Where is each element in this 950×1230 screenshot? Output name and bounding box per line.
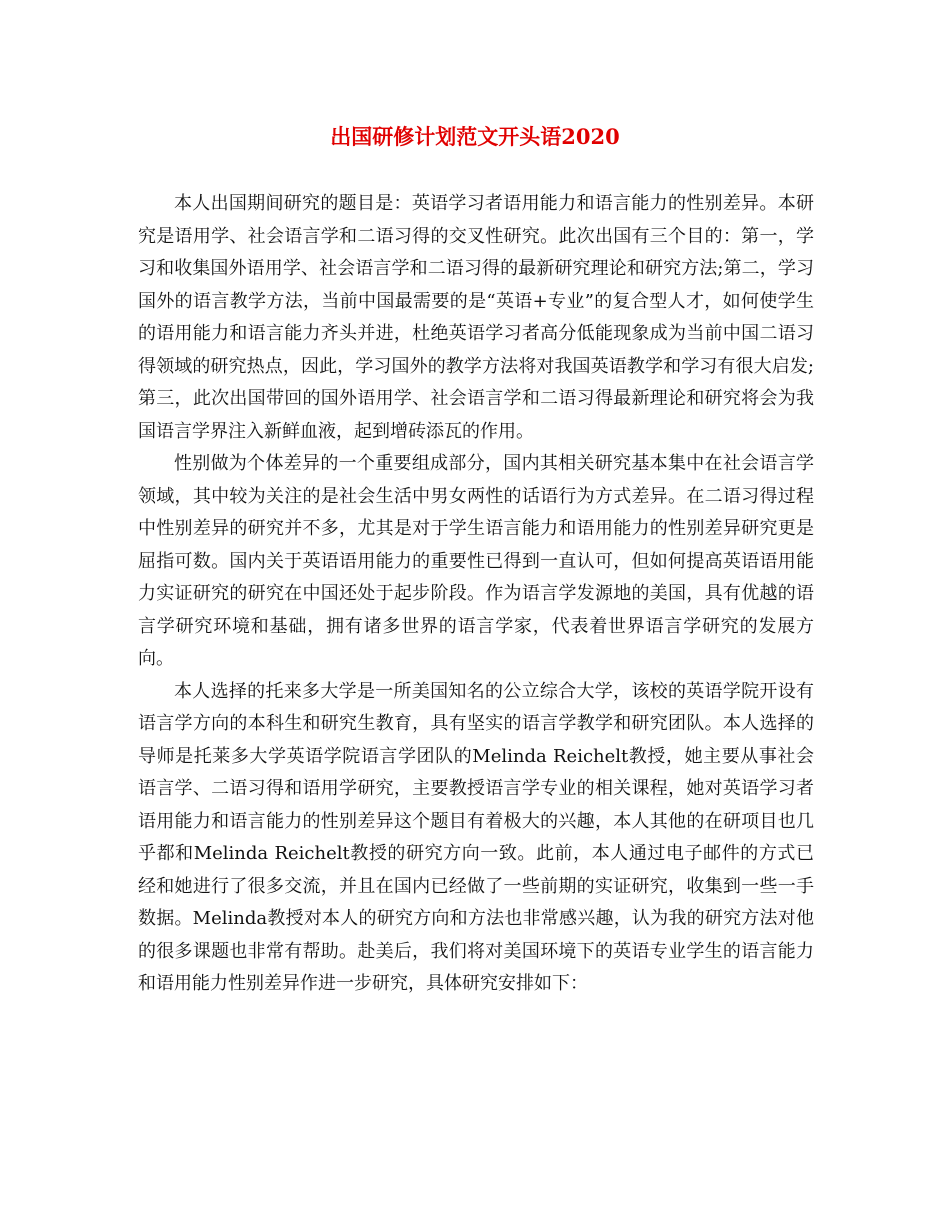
document-body — [138, 188, 814, 1001]
paragraph-gender-background: 性别做为个体差异的一个重要组成部分，国内其相关研究基本集中在社会语言学领域，其中较为关注的是社会生活中男女两性的话语行为方式差异。在二语习得过程中性别差异的研究并不多，尤其是对于学生语言能力和语用能力的性别差异研究更是屈指可数。国内关于英语语用能力的重要性已得到一直认可，但如何提高英语语用能力实证研究的研究在中国还处于起步阶段。作为语言学发源地的美国，具有优越的语言学研究环境和基础，拥有诸多世界的语言学家，代表着世界语言学研究的发展方向。 — [138, 453, 814, 669]
document-title: 出国研修计划范文开头语2020 — [330, 124, 620, 149]
paragraph-research-topic: 本人出国期间研究的题目是：英语学习者语用能力和语言能力的性别差异。本研究是语用学、社会语言学和二语习得的交叉性研究。此次出国有三个目的：第一，学习和收集国外语用学、社会语言学和二语习得的最新研究理论和研究方法;第二，学习国外的语言教学方法，当前中国最需要的是“英语+专业”的复合型人才，如何使学生的语用能力和语言能力齐头并进，杜绝英语学习者高分低能现象成为当前中国二语习得领域的研究热点，因此，学习国外的教学方法将对我国英语教学和学习有很大启发;第三，此次出国带回的国外语用学、社会语言学和二语习得最新理论和研究将会为我国语言学界注入新鲜血液，起到增砖添瓦的作用。 — [138, 193, 814, 442]
paragraph-university-supervisor: 本人选择的托来多大学是一所美国知名的公立综合大学，该校的英语学院开设有语言学方向的本科生和研究生教育，具有坚实的语言学教学和研究团队。本人选择的导师是托莱多大学英语学院语言学团队的Melinda Reichelt教授，她主要从事社会语言学、二语习得和语用学研究，主要教授语言学专业的相关课程，她对英语学习者语用能力和语言能力的性别差异这个题目有着极大的兴趣，本人其他的在研项目也几乎都和Melinda Reichelt教授的研究方向一致。此前，本人通过电子邮件的方式已经和她进行了很多交流，并且在国内已经做了一些前期的实证研究，收集到一些一手数据。Melinda教授对本人的研究方向和方法也非常感兴趣，认为我的研究方法对他的很多课题也非常有帮助。赴美后，我们将对美国环境下的英语专业学生的语言能力和语用能力性别差异作进一步研究，具体研究安排如下： — [138, 680, 814, 994]
